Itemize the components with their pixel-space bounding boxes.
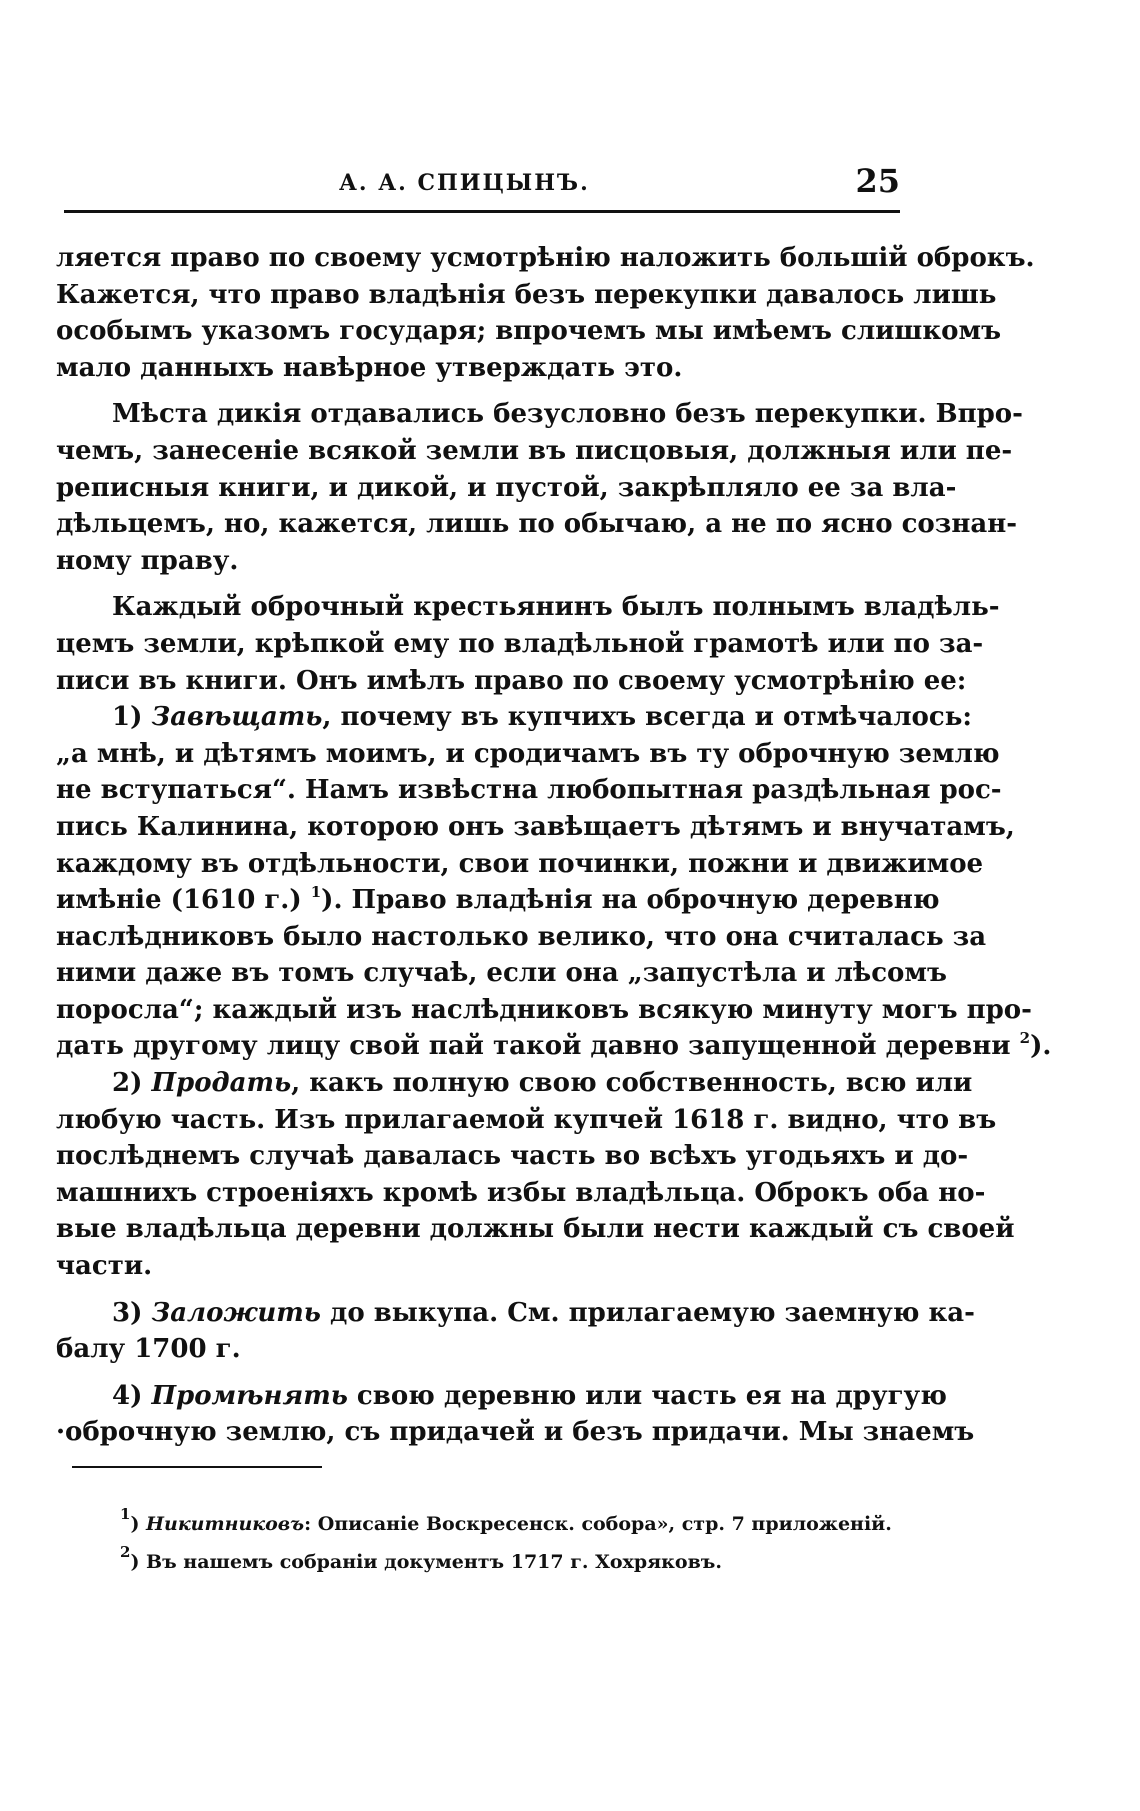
text-line: балу 1700 г. <box>56 1334 241 1365</box>
line-text: , какъ полную свою собственность, всю или <box>291 1068 973 1099</box>
text-line <box>56 1378 947 1415</box>
footnote-mark: 1 <box>120 1505 131 1523</box>
line-text: дать другому лицу свой пай такой давно запущенной деревни <box>56 1031 1020 1062</box>
footnote-ref: 2 <box>1019 1029 1031 1048</box>
text-line: чемъ, занесеніе всякой земли въ писцовыя, должныя или пе- <box>56 435 1013 466</box>
text-line: дѣльцемъ, но, кажется, лишь по обычаю, а не по ясно сознан- <box>56 509 1018 540</box>
list-number: 3) <box>112 1297 152 1328</box>
text-line: машнихъ строеніяхъ кромѣ избы владѣльца. Оброкъ оба но- <box>56 1177 986 1208</box>
text-line <box>56 699 972 736</box>
text-line: Мѣста дикія отдавались безусловно безъ перекупки. Впро- <box>112 399 1023 430</box>
line-text: , почему въ купчихъ всегда и отмѣчалось: <box>322 702 972 733</box>
text-line: части. <box>56 1251 153 1282</box>
list-number: 4) <box>112 1380 152 1411</box>
text-line: ·оброчную землю, съ придачей и безъ придачи. Мы знаемъ <box>56 1417 975 1448</box>
text-line: пись Калинина, которою онъ завѣщаетъ дѣтямъ и внучатамъ, <box>56 811 1015 842</box>
footnote-text: Въ нашемъ собраніи документъ 1717 г. Хохряковъ. <box>139 1551 722 1573</box>
text-line: ляется право по своему усмотрѣнію наложить большій оброкъ. <box>56 243 1035 273</box>
text-line <box>56 882 940 919</box>
page-number: 25 <box>855 162 900 200</box>
list-number: 2) <box>112 1068 152 1099</box>
line-text: ). <box>1030 1031 1052 1062</box>
header-rule <box>64 210 900 213</box>
line-text: свою деревню или часть ея на другую <box>347 1380 947 1411</box>
emphasis: Продать <box>151 1068 292 1099</box>
list-number: 1) <box>112 702 152 733</box>
text-line: послѣднемъ случаѣ давалась часть во всѣхъ угодьяхъ и до- <box>56 1141 969 1172</box>
footnote-2: $^2$) Въ нашемъ собраніи документъ 1717 г. Хохряковъ. <box>120 1543 722 1573</box>
text-line: не вступаться“. Намъ извѣстна любопытная раздѣльная рос- <box>56 775 1002 806</box>
text-line: особымъ указомъ государя; впрочемъ мы имѣемъ слишкомъ <box>56 316 1002 347</box>
text-line: Каждый оброчный крестьянинъ былъ полнымъ владѣль- <box>112 592 1000 623</box>
emphasis: Заложить <box>151 1297 321 1328</box>
emphasis: Промѣнять <box>151 1380 348 1411</box>
text-line: наслѣдниковъ было настолько велико, что она считалась за <box>56 921 987 952</box>
text-line: ному праву. <box>56 545 239 576</box>
text-line: реписныя книги, и дикой, и пустой, закрѣпляло ее за вла- <box>56 472 957 503</box>
page-header <box>64 160 900 212</box>
line-text: ). Право владѣнія на оброчную деревню <box>321 885 940 916</box>
text-line <box>56 1295 975 1332</box>
text-line: „а мнѣ, и дѣтямъ моимъ, и сродичамъ въ ту оброчную землю <box>56 738 1000 769</box>
text-line: цемъ земли, крѣпкой ему по владѣльной грамотѣ или по за- <box>56 628 984 659</box>
line-text: имѣніе (1610 г.) <box>56 885 311 916</box>
footnote-rule <box>72 1466 322 1468</box>
text-line: Кажется, что право владѣнія безъ перекупки давалось лишь <box>56 279 997 310</box>
body-text <box>56 240 1052 1451</box>
text-line <box>56 1028 1052 1065</box>
text-line: вые владѣльца деревни должны были нести каждый съ своей <box>56 1214 1015 1245</box>
text-line: писи въ книги. Онъ имѣлъ право по своему усмотрѣнію ее: <box>56 665 967 696</box>
footnote-mark: 2 <box>120 1543 131 1561</box>
text-line: поросла“; каждый изъ наслѣдниковъ всякую минуту могъ про- <box>56 994 1032 1025</box>
text-line: мало данныхъ навѣрное утверждать это. <box>56 352 683 383</box>
footnote-1: $^1$) Никитниковъ: Описаніе Воскресенск. собора», стр. 7 приложеній. <box>120 1505 892 1535</box>
emphasis: Завѣщать <box>151 702 323 733</box>
footnote-text: : Описаніе Воскресенск. собора», стр. 7 приложеній. <box>304 1513 892 1535</box>
running-head: А. А. СПИЦЫНЪ. <box>339 170 590 196</box>
text-line: любую часть. Изъ прилагаемой купчей 1618 г. видно, что въ <box>56 1104 997 1135</box>
footnotes <box>120 1505 900 1581</box>
footnote-author: Никитниковъ <box>146 1513 305 1535</box>
text-line <box>56 1065 973 1102</box>
line-text: до выкупа. См. прилагаемую заемную ка- <box>320 1297 975 1328</box>
text-line: каждому въ отдѣльности, свои починки, пожни и движимое <box>56 848 984 879</box>
footnote-ref: 1 <box>310 883 322 902</box>
text-line: ними даже въ томъ случаѣ, если она „запустѣла и лѣсомъ <box>56 958 947 989</box>
